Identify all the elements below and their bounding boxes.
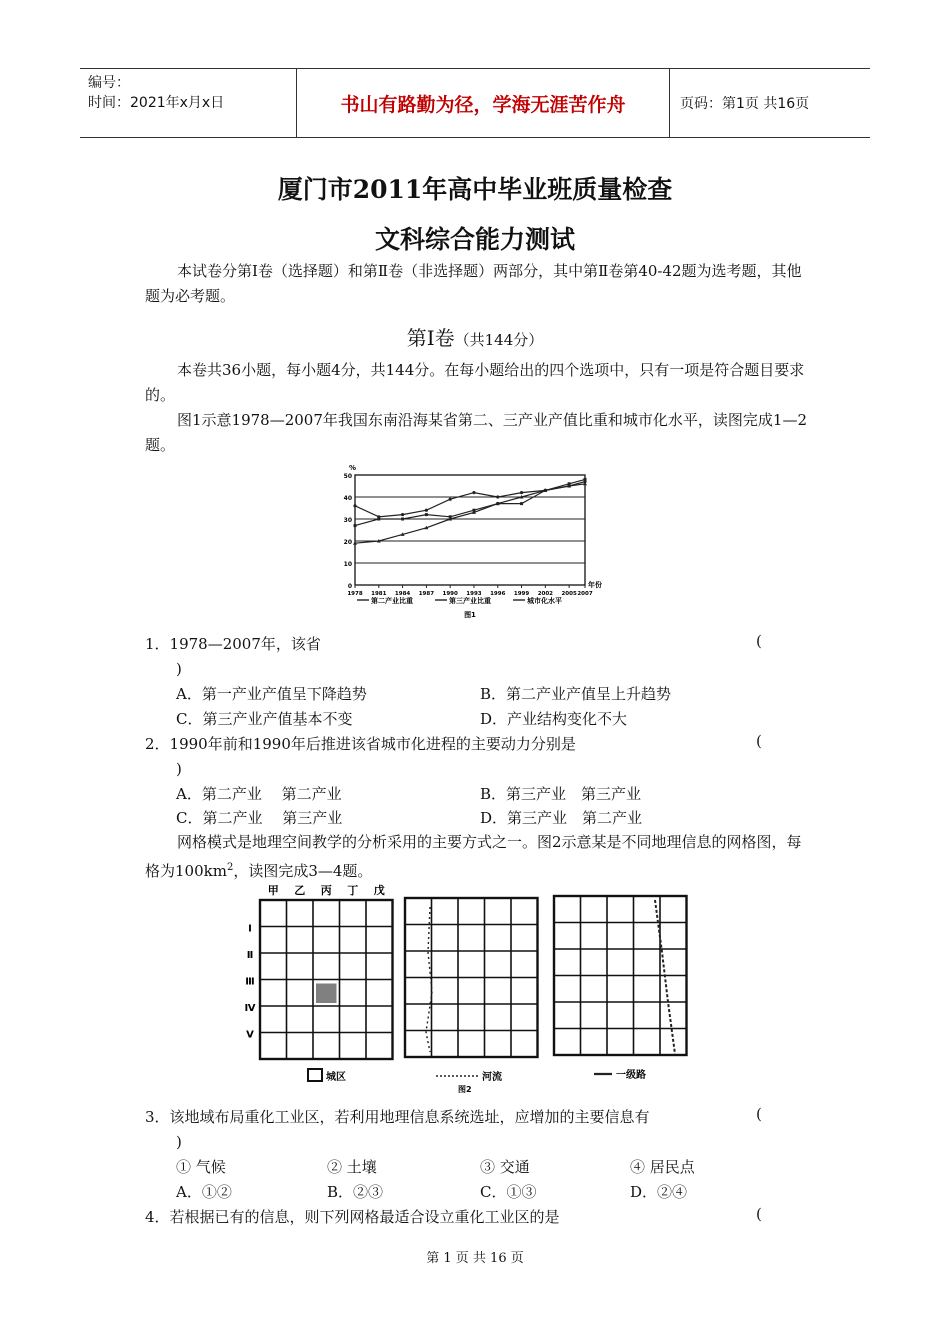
doc-subtitle: 文科综合能力测试 [374, 225, 575, 254]
q3-paren-close: ) [176, 1133, 182, 1151]
x-unit-label: 年份 [588, 581, 602, 589]
row-label: Ⅰ [248, 923, 252, 935]
x-tick-label: 1978 [347, 591, 363, 597]
doc-title: 厦门市2011年高中毕业班质量检查 [277, 175, 673, 204]
section-heading [0, 322, 950, 351]
figure2-grid-river [400, 892, 550, 1097]
header-motto: 书山有路勤为径，学海无涯苦作舟 [297, 69, 670, 137]
legend-label: 城市化水平 [527, 597, 562, 605]
data-point [472, 491, 475, 494]
question-1: 1．1978—2007年，该省 [145, 635, 321, 653]
legend-city-label: 城区 [326, 1072, 346, 1083]
page-header [80, 68, 870, 138]
section-intro: 本卷共36小题，每小题4分，共144分。在每小题给出的四个选项中，只有一项是符合题目要求的。 [145, 361, 805, 404]
figure1-intro: 图1示意1978—2007年我国东南沿海某省第二、三产业产值比重和城市化水平，读图完成1—2题。 [145, 411, 807, 454]
q3-option-b: B．②③ [327, 1183, 384, 1201]
column-label: 丁 [347, 884, 359, 897]
data-point [520, 491, 523, 494]
x-tick-label: 1999 [513, 591, 530, 597]
row-label: Ⅴ [246, 1029, 254, 1041]
column-label: 戊 [373, 884, 385, 897]
legend-label: 第二产业比重 [371, 597, 413, 605]
q2-option-d: D．第三产业 第二产业 [480, 809, 643, 827]
figure2-intro [145, 830, 810, 884]
time-label: 时间：2021年x月x日 [88, 95, 225, 111]
y-tick-label: 30 [343, 517, 352, 524]
figure1-caption: 图1 [464, 611, 476, 619]
figure2-intro-superscript: 2 [226, 862, 234, 873]
data-point [401, 518, 404, 521]
q2-option-a: A．第二产业 第二产业 [176, 785, 342, 803]
q3-option-a: A．①② [176, 1183, 232, 1201]
q3-paren-open: ( [756, 1105, 762, 1123]
data-point [449, 498, 452, 501]
y-tick-label: 10 [343, 561, 352, 568]
y-tick-label: 40 [343, 495, 352, 502]
y-unit-label: % [349, 464, 357, 472]
q1-paren-open: ( [756, 632, 762, 650]
page-footer: 第 1 页 共 16 页 [426, 1251, 524, 1266]
row-label: Ⅳ [244, 1003, 256, 1014]
question-4: 4．若根据已有的信息，则下列网格最适合设立重化工业区的是 [145, 1208, 560, 1226]
q3-item-2: ② 土壤 [327, 1158, 377, 1176]
q1-option-d: D．产业结构变化不大 [480, 710, 628, 728]
q3-item-3: ③ 交通 [480, 1158, 530, 1176]
figure2-caption: 图2 [458, 1085, 472, 1094]
row-label: Ⅱ [246, 950, 254, 961]
q2-option-c: C．第二产业 第三产业 [176, 809, 343, 827]
column-label: 甲 [267, 884, 279, 897]
q1-option-c: C．第三产业产值基本不变 [176, 710, 353, 728]
figure2-grid-city [238, 882, 398, 1087]
x-tick-label: 2002 [537, 591, 554, 597]
q1-option-b: B．第二产业产值呈上升趋势 [480, 685, 672, 703]
legend-city-swatch [308, 1069, 322, 1081]
q1-paren-close: ) [176, 660, 182, 678]
data-point [354, 524, 357, 527]
q3-option-c: C．①③ [480, 1183, 537, 1201]
x-tick-label: 1996 [490, 591, 506, 597]
x-tick-label: 2005 [561, 591, 577, 597]
x-tick-label: 1987 [418, 591, 435, 597]
q3-option-d: D．②④ [630, 1183, 688, 1201]
data-point [584, 478, 587, 481]
section-title: 第Ⅰ卷 [406, 326, 455, 350]
data-point [377, 518, 380, 521]
question-3: 3．该地域布局重化工业区，若利用地理信息系统选址，应增加的主要信息有 [145, 1108, 650, 1126]
figure2-intro-tail: ，读图完成3—4题。 [233, 862, 373, 880]
legend-label: 第三产业比重 [449, 597, 491, 605]
y-tick-label: 50 [343, 473, 352, 480]
q3-item-1: ① 气候 [176, 1158, 226, 1176]
intro-paragraph: 本试卷分第Ⅰ卷（选择题）和第Ⅱ卷（非选择题）两部分，其中第Ⅱ卷第40-42题为选考题，其他题为必考题。 [145, 262, 802, 305]
plot-frame [355, 475, 585, 585]
question-2: 2．1990年前和1990年后推进该省城市化进程的主要动力分别是 [145, 735, 576, 753]
section-subtitle: （共144分） [454, 331, 544, 349]
x-tick-label: 1984 [394, 591, 411, 597]
q3-item-4: ④ 居民点 [630, 1158, 695, 1176]
column-label: 丙 [320, 884, 332, 897]
row-label: Ⅲ [245, 976, 255, 988]
q1-option-a: A．第一产业产值呈下降趋势 [176, 685, 367, 703]
urban-area-cell [316, 984, 337, 1004]
x-tick-label: 1981 [371, 591, 387, 597]
x-tick-label: 1993 [466, 591, 482, 597]
number-label: 编号： [88, 75, 130, 91]
header-page-info: 页码：第1页 共16页 [680, 96, 810, 112]
q2-option-b: B．第三产业 第三产业 [480, 785, 642, 803]
data-point [496, 495, 499, 498]
series-line-3 [355, 484, 585, 543]
data-point [401, 513, 404, 516]
data-point [353, 504, 356, 507]
figure2-grid-road [550, 892, 695, 1087]
data-point [425, 509, 428, 512]
q4-paren-open: ( [756, 1205, 762, 1223]
q2-paren-open: ( [756, 732, 762, 750]
data-point [425, 513, 428, 516]
y-tick-label: 0 [347, 583, 352, 590]
column-label: 乙 [294, 884, 306, 897]
data-point [520, 502, 523, 505]
legend-river-label: 河流 [482, 1072, 502, 1083]
figure2-intro-text: 网格模式是地理空间教学的分析采用的主要方式之一。图2示意某是不同地理信息的网格图，每格为100km [145, 833, 802, 880]
x-tick-label: 1990 [442, 591, 458, 597]
figure1-chart [335, 460, 620, 630]
q2-paren-close: ) [176, 760, 182, 778]
legend-road-label: 一级路 [616, 1070, 646, 1081]
x-tick-label: 2007 [577, 591, 593, 597]
header-meta [80, 69, 297, 137]
y-tick-label: 20 [343, 539, 352, 546]
